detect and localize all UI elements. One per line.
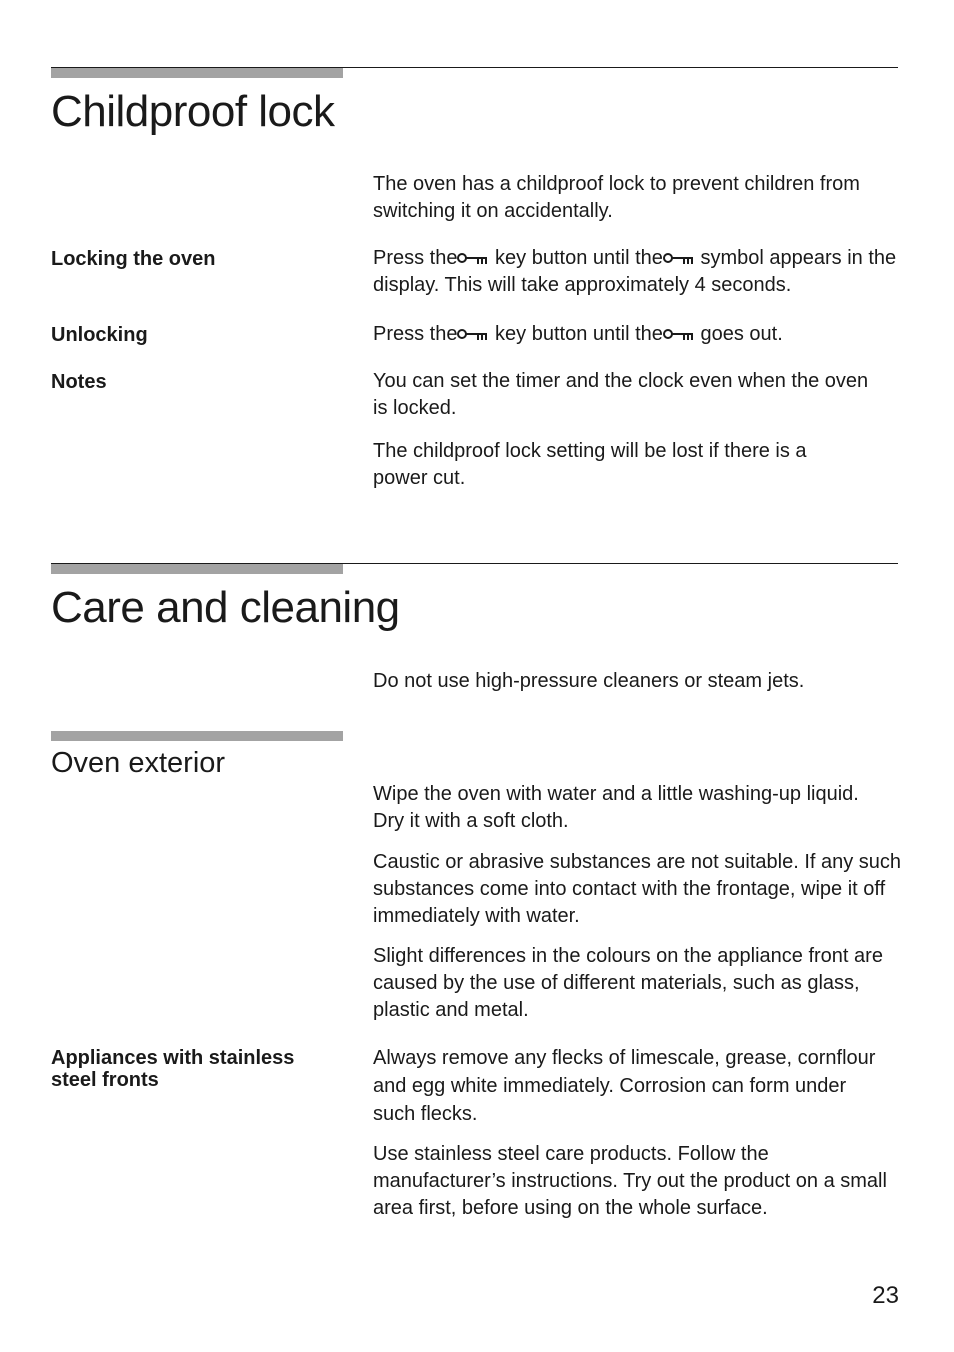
section-title: Care and cleaning [51,583,400,632]
section-rule [51,563,898,564]
key-icon [663,327,695,341]
unlocking-text [373,321,903,348]
care-intro-text: Do not use high-pressure cleaners or steam jets. [373,670,805,692]
page-title: Childproof lock [51,87,335,136]
stainless-label: Appliances with stainless steel fronts [51,1047,295,1091]
exterior-text-2: Caustic or abrasive substances are not suitable. If any such substances come into contact with the frontage, wipe it off immediately with water. [373,851,902,927]
subsection-bar [51,731,343,741]
subsection-title: Oven exterior [51,747,226,779]
unlocking-text-part1: Press the [373,323,458,345]
locking-label: Locking the oven [51,248,216,270]
notes-text-2: The childproof lock setting will be lost if there is a power cut. [373,440,807,489]
key-icon [457,251,489,265]
locking-text-part1: Press the [373,247,458,269]
notes-text-1: You can set the timer and the clock even when the oven is locked. [373,370,869,419]
section-bar [51,68,343,78]
section-bar [51,564,343,574]
section-rule [51,67,898,68]
notes-label: Notes [51,371,107,393]
locking-text-part3: symbol appears in the display. This will take approximately 4 seconds. [373,247,897,296]
exterior-text-1: Wipe the oven with water and a little washing-up liquid. Dry it with a soft cloth. [373,783,859,832]
page-number: 23 [872,1282,899,1309]
unlocking-text-part2: key button until the [489,323,663,345]
key-icon [663,251,695,265]
exterior-text-3: Slight differences in the colours on the appliance front are caused by the use of different materials, such as glass, plastic and metal. [373,945,883,1021]
intro-text: The oven has a childproof lock to prevent children from switching it on accidentally. [373,173,860,222]
locking-text-part2: key button until the [489,247,663,269]
unlocking-label: Unlocking [51,324,148,346]
stainless-text-2: Use stainless steel care products. Follow the manufacturer’s instructions. Try out the product on a small area first, before using on the whole surface. [373,1143,887,1219]
key-icon [457,327,489,341]
locking-text [373,245,903,299]
unlocking-text-part3: goes out. [694,323,783,345]
stainless-text-1: Always remove any flecks of limescale, grease, cornflour and egg white immediately. Corrosion can form under such flecks. [373,1047,876,1125]
